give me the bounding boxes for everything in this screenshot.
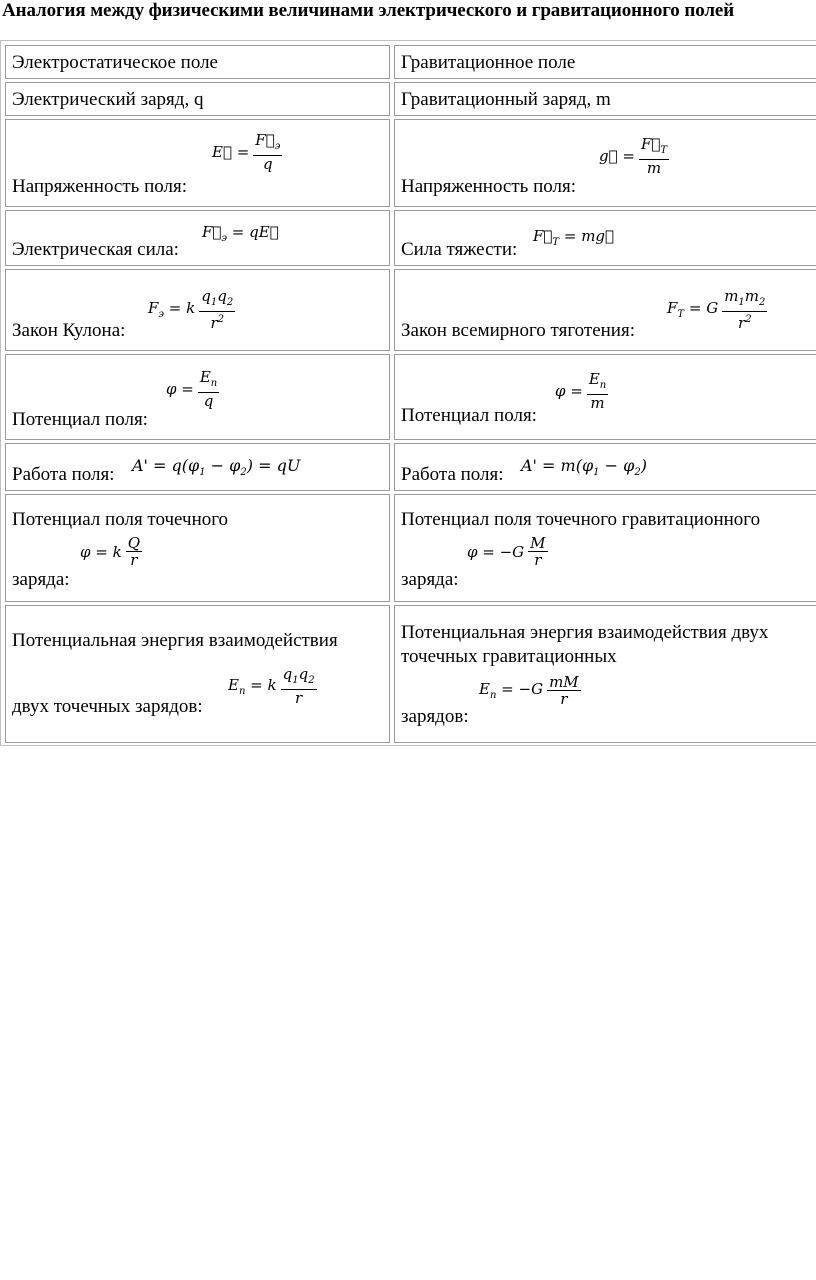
coulomb-formula: $F_э = k$ $q_1q_2$ $r^2$ [148,287,234,332]
potential-energy-formula: $E_п = -G$ mM r [479,673,579,708]
field-strength-label: Напряженность поля: [12,176,187,197]
work-formula: $A' = q(\varphi_1 - \varphi_2)$ = qU [132,456,301,479]
field-strength-label: Напряженность поля: [401,176,576,197]
cell-force-right [394,210,816,266]
cell-point-potential-right [394,494,816,602]
law-label: Закон всемирного тяготения: [401,320,635,341]
header-label: Электростатическое поле [12,52,218,73]
cell-field-strength-left [5,119,390,207]
cell-charge-left [5,82,390,116]
cell-potential-left [5,354,390,440]
force-formula: $F⃗_э$ = qE⃗ [202,223,279,244]
point-potential-label-line1: Потенциал поля точечного гравитационного [401,509,761,530]
point-potential-formula: φ = k Q r [80,534,141,569]
charge-label: Электрический заряд, q [12,89,204,110]
cell-law-right [394,269,816,351]
potential-label: Потенциал поля: [401,405,537,426]
law-label: Закон Кулона: [12,320,126,341]
point-potential-label-line2: заряда: [12,569,70,590]
potential-energy-label-line1: Потенциальная энергия взаимодействия двух [401,622,769,643]
cell-potential-energy-right [394,605,816,743]
cell-law-left [5,269,390,351]
potential-energy-label-line3: зарядов: [401,706,469,727]
cell-point-potential-left [5,494,390,602]
field-strength-formula: E⃗ = $F⃗_э$ q [212,131,281,173]
document-title: Аналогия между физическими величинами электрического и гравитационного полей [2,0,735,21]
potential-label: Потенциал поля: [12,409,148,430]
cell-work-left [5,443,390,491]
potential-formula: φ = $E_п$ q [166,368,218,410]
header-label: Гравитационное поле [401,52,576,73]
cell-potential-right [394,354,816,440]
force-label: Сила тяжести: [401,239,518,260]
force-label: Электрическая сила: [12,239,179,260]
analogy-table [0,40,816,746]
point-potential-label-line1: Потенциал поля точечного [12,509,229,530]
charge-label: Гравитационный заряд, m [401,89,611,110]
potential-energy-label-line2: двух точечных зарядов: [12,696,203,717]
potential-formula: φ = $E_п$ m [555,370,607,412]
cell-header-left [5,45,390,79]
cell-field-strength-right [394,119,816,207]
force-formula: $F⃗_T$ = mg⃗ [533,227,615,248]
cell-header-right [394,45,816,79]
potential-energy-label-line2: точечных гравитационных [401,646,617,667]
cell-potential-energy-left [5,605,390,743]
cell-force-left [5,210,390,266]
field-strength-formula: g⃗ = $\frac{F⃗_T}{m}$ [599,135,668,177]
gravitation-formula: $F_T = G$ $m_1m_2$ $r^2$ [667,287,766,332]
potential-energy-label-line1: Потенциальная энергия взаимодействия [12,630,338,651]
potential-energy-formula: $E_п = k$ $q_1q_2$ r [228,665,315,707]
point-potential-formula: φ = −G M r [467,534,546,569]
work-label: Работа поля: [401,464,504,485]
cell-work-right [394,443,816,491]
work-label: Работа поля: [12,464,115,485]
work-formula: $A' = m(\varphi_1 - \varphi_2)$ [521,456,647,479]
cell-charge-right [394,82,816,116]
point-potential-label-line2: заряда: [401,569,459,590]
